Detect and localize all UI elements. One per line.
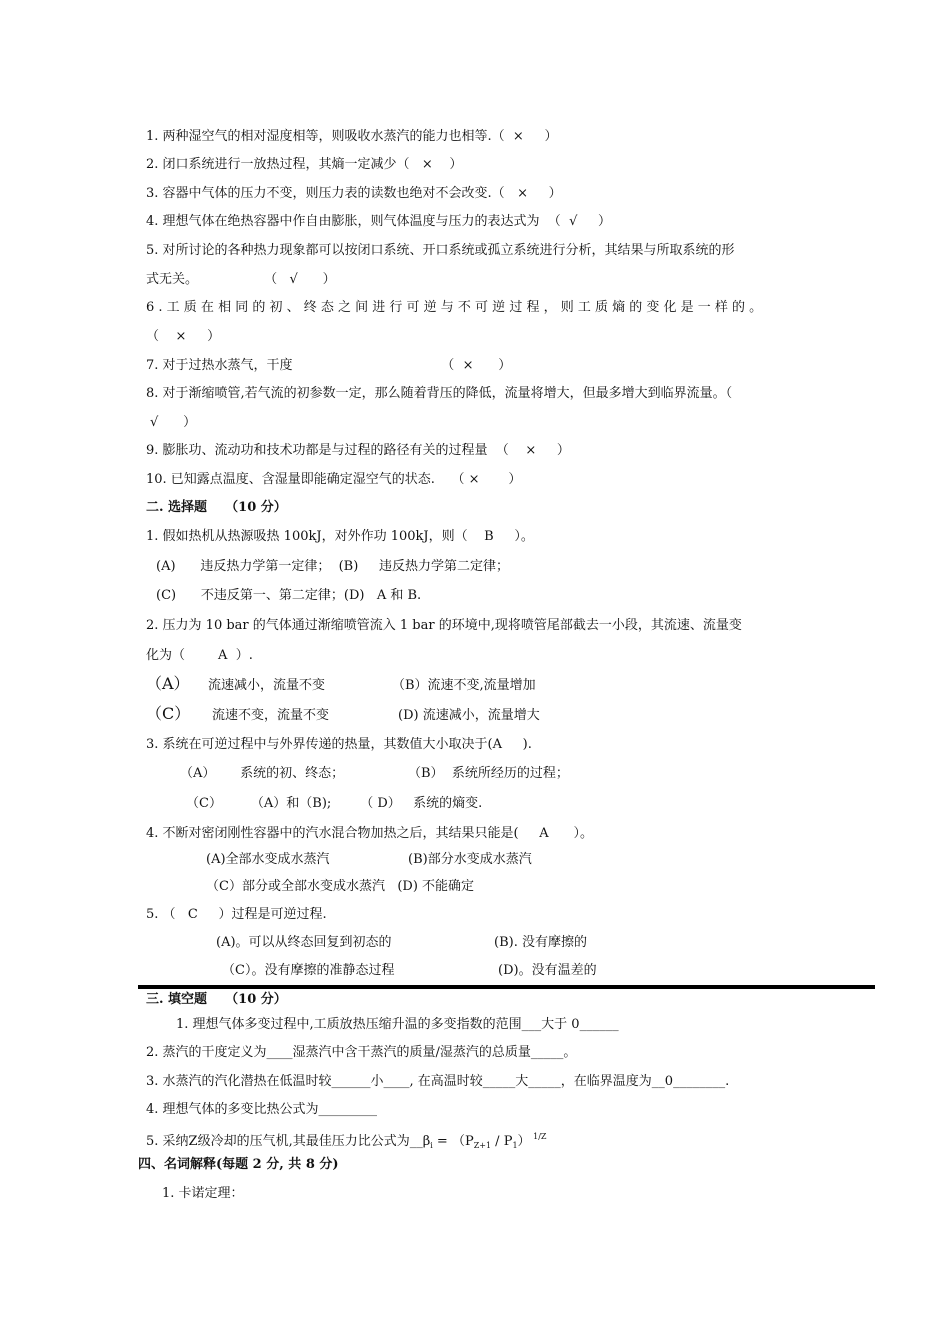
choice-q2-line1: 2. 压力为 10 bar 的气体通过渐缩喷管流入 1 bar 的环境中,现将喷管尾部截去一小段，其流速、流量变: [146, 618, 742, 633]
beta-symbol: β: [422, 1134, 431, 1149]
section-choice-heading: 二. 选择题 （10 分）: [146, 500, 287, 515]
judge-item-7: 7. 对于过热水蒸气，干度 （ × ）: [146, 358, 512, 373]
choice-q2-option-a-text: 流速减小，流量不变: [208, 678, 326, 693]
choice-q4-option-a: (A)全部水变成水蒸汽: [206, 852, 330, 867]
p-numerator-subscript: Z+1: [473, 1141, 492, 1150]
choice-q2-option-a-mark: （A）: [146, 674, 190, 693]
fill-item-5-text: 5. 采纳Z级冷却的压气机,其最佳压力比公式为__: [146, 1134, 423, 1149]
judge-item-2: 2. 闭口系统进行一放热过程，其熵一定减少（ × ）: [146, 157, 463, 172]
choice-q3-option-b: （B） 系统所经历的过程；: [408, 766, 569, 781]
formula-close: ）: [517, 1134, 531, 1149]
judge-item-5-line2: 式无关。 （ √ ）: [146, 272, 336, 287]
judge-item-3: 3. 容器中气体的压力不变，则压力表的读数也绝对不会改变.（ × ）: [146, 186, 562, 201]
fill-item-5: [146, 1128, 546, 1155]
judge-item-8-line2: √ ）: [150, 415, 197, 430]
judge-item-8-line1: 8. 对于渐缩喷管,若气流的初参数一定，那么随着背压的降低，流量将增大，但最多增大到临界流量。（: [146, 386, 733, 401]
choice-q3: 3. 系统在可逆过程中与外界传递的热量，其数值大小取决于(A ).: [146, 737, 532, 752]
fill-item-1: 1. 理想气体多变过程中,工质放热压缩升温的多变指数的范围___大于 0______: [176, 1017, 619, 1032]
choice-q3-options-cd: （C） （A）和（B); （ D） 系统的熵变.: [186, 796, 483, 811]
p-denominator-subscript: 1: [512, 1141, 518, 1150]
choice-q2-option-d: (D) 流速减小，流量增大: [398, 708, 540, 723]
formula-exponent: 1/Z: [530, 1132, 547, 1141]
choice-q5-option-a: (A)。可以从终态回复到初态的: [216, 935, 392, 950]
judge-item-10: 10. 已知露点温度、含湿量即能确定湿空气的状态. （ × ）: [146, 472, 522, 487]
fill-item-4: 4. 理想气体的多变比热公式为_________: [146, 1102, 378, 1117]
judge-item-5-line1: 5. 对所讨论的各种热力现象都可以按闭口系统、开口系统或孤立系统进行分析，其结果与所取系统的形: [146, 243, 735, 258]
judge-item-6-line2: （ × ）: [146, 329, 221, 344]
judge-item-9: 9. 膨胀功、流动功和技术功都是与过程的路径有关的过程量 （ × ）: [146, 443, 570, 458]
choice-q1-options-a: (A) 违反热力学第一定律； (B) 违反热力学第二定律；: [156, 559, 509, 574]
fill-item-2: 2. 蒸汽的干度定义为____湿蒸汽中含干蒸汽的质量/湿蒸汽的总质量_____。: [146, 1045, 577, 1060]
choice-q2-option-b: （B）流速不变,流量增加: [392, 678, 536, 693]
choice-q1: 1. 假如热机从热源吸热 100kJ，对外作功 100kJ，则（ B ）。: [146, 529, 534, 544]
choice-q2-option-c-text: 流速不变，流量不变: [212, 708, 330, 723]
beta-subscript: i: [430, 1141, 433, 1150]
section-fill-heading: 三. 填空题 （10 分）: [146, 992, 287, 1007]
judge-item-6-line1: 6 . 工 质 在 相 同 的 初 、 终 态 之 间 进 行 可 逆 与 不 可 逆 过 程 ， 则 工 质 熵 的 变 化 是 一 样 的 。: [146, 300, 763, 315]
choice-q5-option-b: (B). 没有摩擦的: [494, 935, 587, 950]
choice-q3-option-a: （A） 系统的初、终态；: [180, 766, 345, 781]
judge-item-1: 1. 两种湿空气的相对湿度相等，则吸收水蒸汽的能力也相等.（ × ）: [146, 129, 558, 144]
judge-item-4: 4. 理想气体在绝热容器中作自由膨胀，则气体温度与压力的表达式为 （ √ ）: [146, 214, 612, 229]
choice-q4-options-cd: （C）部分或全部水变成水蒸汽 (D) 不能确定: [206, 879, 475, 894]
choice-q5-option-d: (D)。没有温差的: [498, 963, 597, 978]
section-terms-heading: 四、名词解释(每题 2 分, 共 8 分): [138, 1157, 339, 1172]
choice-q2-option-c-mark: （C）: [146, 704, 191, 723]
fill-item-3: 3. 水蒸汽的汽化潜热在低温时较______小____, 在高温时较_____大_____，在临界温度为__0________.: [146, 1074, 730, 1089]
choice-q2-line2: 化为（ A ）.: [146, 648, 253, 663]
choice-q4-option-b: (B)部分水变成水蒸汽: [408, 852, 532, 867]
formula-open: = （P: [432, 1134, 474, 1149]
choice-q5-option-c: （C）。没有摩擦的准静态过程: [222, 963, 395, 978]
choice-q1-options-b: (C) 不违反第一、第二定律；(D) A 和 B.: [156, 588, 422, 603]
formula-divide: / P: [491, 1134, 513, 1149]
choice-q5: 5. （ C ）过程是可逆过程.: [146, 907, 327, 922]
terms-item-1: 1. 卡诺定理：: [162, 1186, 244, 1201]
choice-q4: 4. 不断对密闭刚性容器中的汽水混合物加热之后，其结果只能是( A ）。: [146, 826, 593, 841]
section-divider: [138, 985, 875, 989]
